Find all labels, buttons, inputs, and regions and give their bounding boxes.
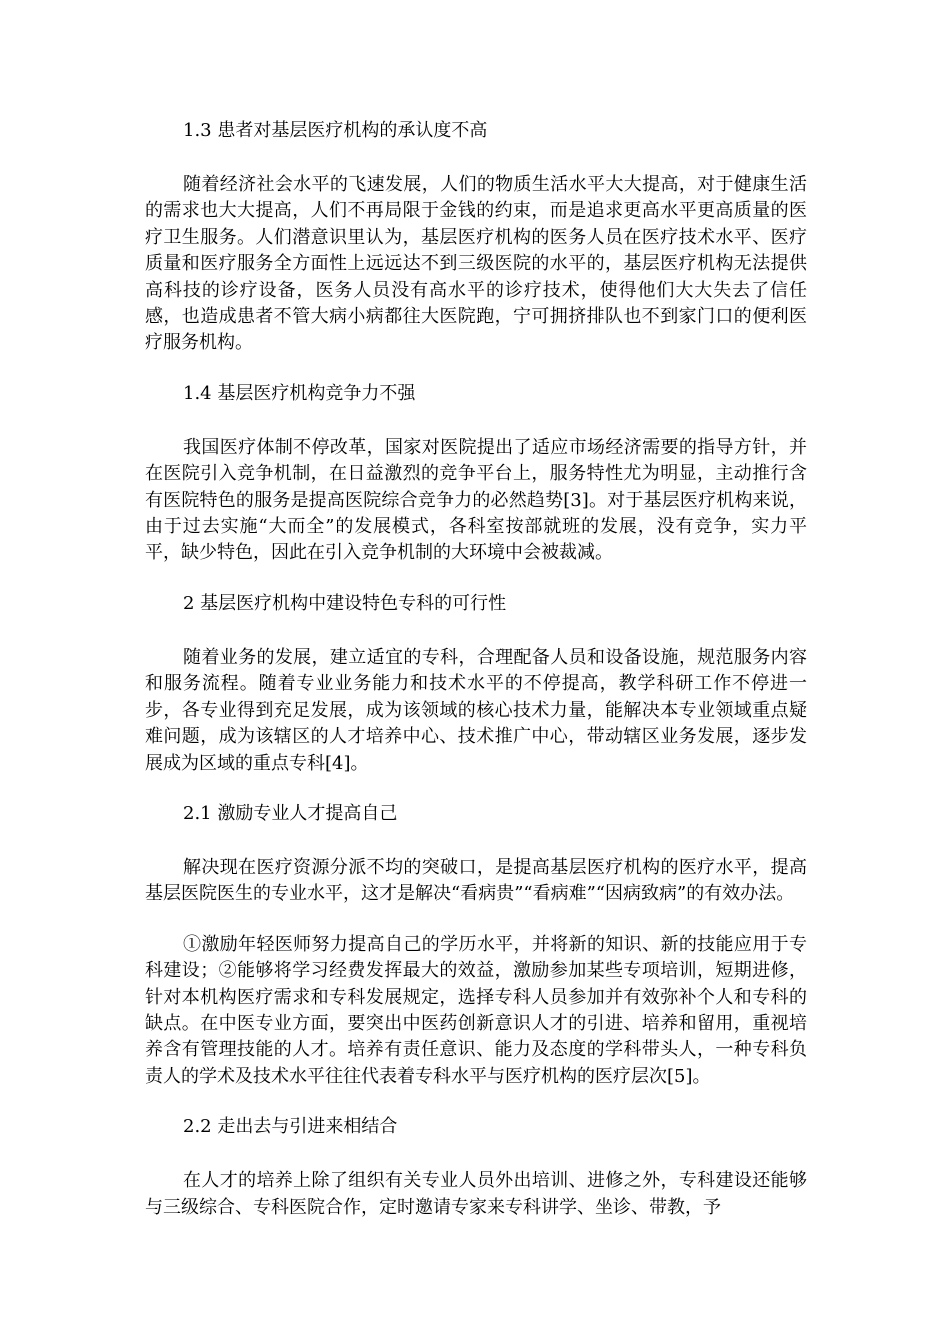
section-heading: 2.1 激励专业人才提高自己	[183, 802, 398, 824]
section-heading: 2.2 走出去与引进来相结合	[183, 1116, 398, 1138]
section-heading: 1.3 患者对基层医疗机构的承认度不高	[183, 120, 488, 141]
section-1-3	[145, 118, 807, 381]
body-paragraph: 随着业务的发展，建立适宜的专科，合理配备人员和设备设施，规范服务内容和服务流程。随着专业业务能力和技术水平的不停提高，教学科研工作不停进一步，各专业得到充足发展，成为该领域的核心技术力量，能解决本专业领域重点疑难问题，成为该辖区的人才培养中心、技术推广中心，带动辖区业务发展，逐步发展成为区域的重点专科[4]。	[145, 646, 807, 774]
section-heading: 2 基层医疗机构中建设特色专科的可行性	[183, 592, 507, 614]
body-paragraph: ①激励年轻医师努力提高自己的学历水平，并将新的知识、新的技能应用于专科建设；②能够将学习经费发挥最大的效益，激励参加某些专项培训，短期进修，针对本机构医疗需求和专科发展规定，选择专科人员参加并有效弥补个人和专科的缺点。在中医专业方面，要突出中医药创新意识人才的引进、培养和留用，重视培养含有管理技能的人才。培养有责任意识、能力及态度的学科带头人，一种专科负责人的学术及技术水平往往代表着专科水平与医疗机构的医疗层次[5]。	[145, 933, 807, 1087]
body-paragraph: 在人才的培养上除了组织有关专业人员外出培训、进修之外，专科建设还能够与三级综合、专科医院合作，定时邀请专家来专科讲学、坐诊、带教，予	[145, 1170, 807, 1218]
section-2-1	[145, 801, 807, 1114]
section-2-2	[145, 1114, 807, 1221]
section-heading: 1.4 基层医疗机构竞争力不强	[183, 382, 416, 404]
section-2	[145, 591, 807, 801]
document-body	[145, 118, 807, 1221]
section-1-4	[145, 381, 807, 591]
body-paragraph: 我国医疗体制不停改革，国家对医院提出了适应市场经济需要的指导方针，并在医院引入竞争机制，在日益激烈的竞争平台上，服务特性尤为明显，主动推行含有医院特色的服务是提高医院综合竞争力的必然趋势[3]。对于基层医疗机构来说，由于过去实施“大而全”的发展模式，各科室按部就班的发展，没有竞争，实力平平，缺少特色，因此在引入竞争机制的大环境中会被裁减。	[145, 436, 807, 564]
body-paragraph: 解决现在医疗资源分派不均的突破口，是提高基层医疗机构的医疗水平，提高基层医院医生的专业水平，这才是解决“看病贵”“看病难”“因病致病”的有效办法。	[145, 856, 807, 905]
body-paragraph: 随着经济社会水平的飞速发展，人们的物质生活水平大大提高，对于健康生活的需求也大大提高，人们不再局限于金钱的约束，而是追求更高水平更高质量的医疗卫生服务。人们潜意识里认为，基层医疗机构的医务人员在医疗技术水平、医疗质量和医疗服务全方面性上远远达不到三级医院的水平的，基层医疗机构无法提供高科技的诊疗设备，医务人员没有高水平的诊疗技术，使得他们大大失去了信任感，也造成患者不管大病小病都往大医院跑，宁可拥挤排队也不到家门口的便利医疗服务机构。	[145, 174, 807, 354]
